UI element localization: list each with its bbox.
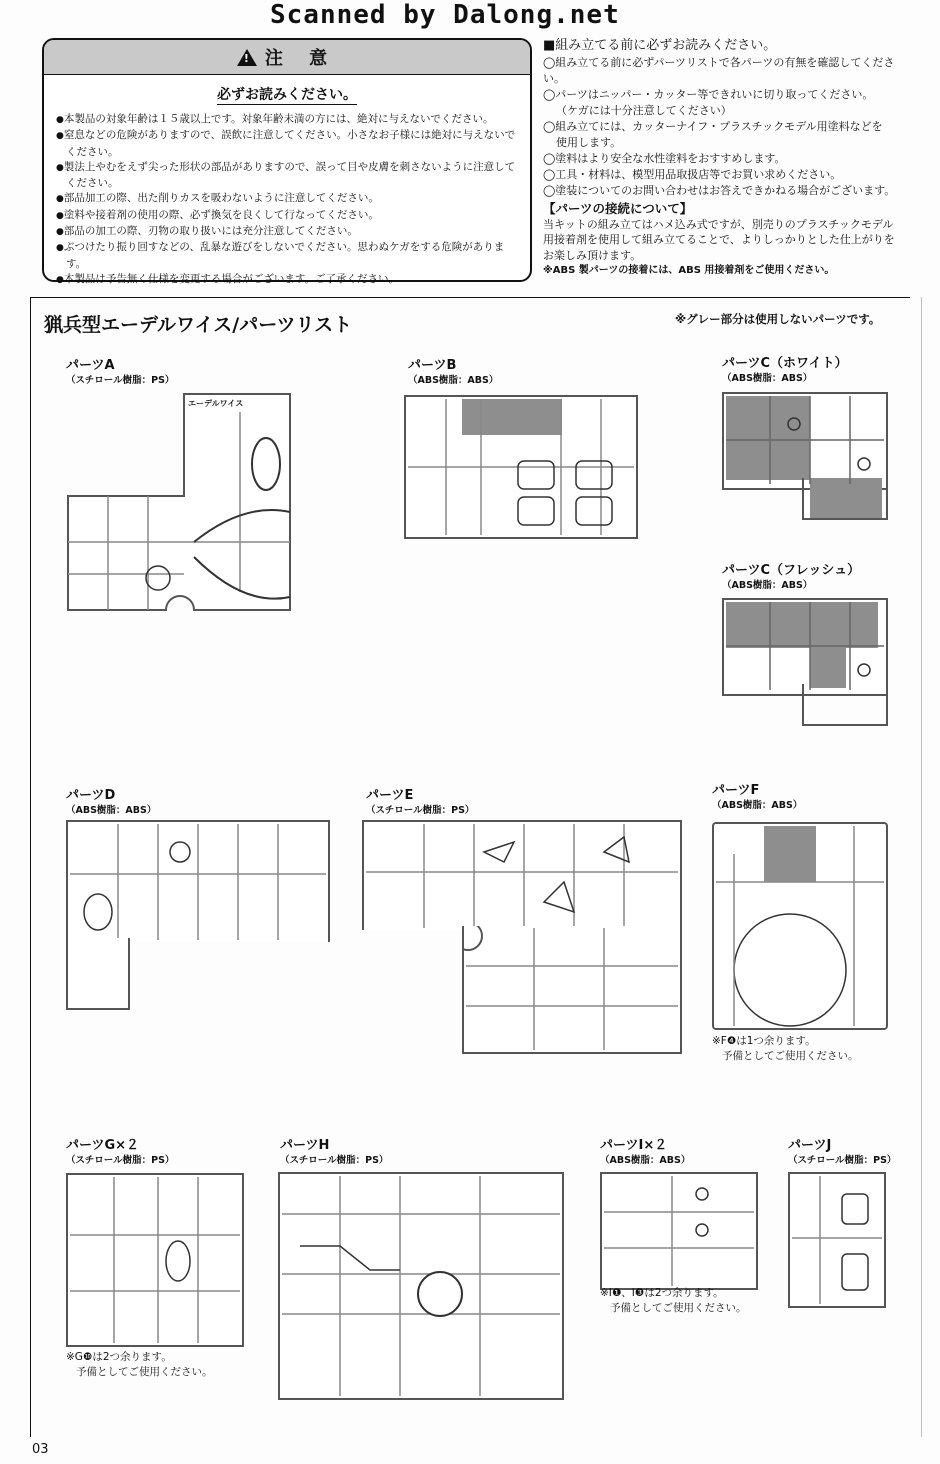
runner-j-drawing: [790, 1174, 884, 1306]
runner-a-drawing: [64, 392, 296, 614]
runner-g-label: パーツG×２ （スチロール樹脂：PS）: [66, 1138, 175, 1166]
assembly-notes: [543, 38, 913, 199]
section-divider: [30, 297, 910, 298]
runner-h-drawing: [280, 1174, 562, 1398]
note-item: ◯塗装についてのお問い合わせはお答えできかねる場合がございます。: [543, 184, 896, 197]
runner-b-label: パーツB （ABS樹脂：ABS）: [408, 358, 499, 386]
runner-j-label: パーツJ （スチロール樹脂：PS）: [788, 1138, 897, 1166]
runner-b: [404, 395, 638, 539]
caution-item: ● 製法上やむをえず尖った形状の部品がありますので、誤って目や皮膚を刺さないように注意してください。: [56, 160, 521, 192]
note-item: 使用します。: [556, 136, 622, 149]
note-item: ◯塗料はより安全な水性塗料をおすすめします。: [543, 152, 786, 165]
gray-parts-note: ※グレー部分は使用しないパーツです。: [675, 312, 881, 326]
connection-line: お楽しみ頂けます。: [543, 248, 642, 262]
runner-f-note: ※F❹は1つ余ります。 予備としてご使用ください。: [712, 1035, 859, 1062]
runner-i-drawing: [602, 1174, 756, 1288]
runner-c-flesh-label: パーツC（フレッシュ） （ABS樹脂：ABS）: [722, 563, 861, 591]
connection-line: 用接着剤を使用して組み立てることで、よりしっかりとした仕上がりを: [543, 233, 895, 246]
abs-adhesive-note: ※ABS 製パーツの接着には、ABS 用接着剤をご使用ください。: [543, 265, 835, 276]
runner-h-label: パーツH （スチロール樹脂：PS）: [280, 1138, 389, 1166]
caution-box: [42, 38, 532, 285]
right-rule: [921, 297, 922, 1437]
runner-f: [712, 822, 888, 1030]
runner-e-bottom: [462, 926, 682, 1054]
runner-d-label: パーツD （ABS樹脂：ABS）: [66, 788, 157, 816]
notes-heading: ■組み立てる前に必ずお読みください。: [543, 38, 777, 53]
runner-a-tag: エーデルワイス: [188, 399, 244, 408]
runner-b-drawing: [406, 397, 636, 537]
runner-f-label: パーツF （ABS樹脂：ABS）: [712, 783, 803, 811]
runner-i-label: パーツI×２ （ABS樹脂：ABS）: [600, 1138, 691, 1166]
runner-c-flesh: [722, 598, 888, 696]
must-read-heading: 必ずお読みください。: [217, 87, 357, 103]
watermark: Scanned by Dalong.net: [270, 0, 620, 30]
runner-g-drawing: [68, 1175, 242, 1345]
runner-g-note: ※G❿は2つ余ります。 予備としてご使用ください。: [66, 1351, 213, 1378]
connection-notes: [543, 201, 913, 279]
runner-h: [278, 1172, 564, 1400]
runner-e-label: パーツE （スチロール樹脂：PS）: [366, 788, 475, 816]
note-item: ◯工具・材料は、模型用品取扱店等でお買い求めください。: [543, 168, 842, 181]
note-item: ◯パーツはニッパー・カッター等できれいに切り取ってください。: [543, 88, 874, 101]
caution-item: ● 部品加工の際、出た削りカスを吸わないように注意してください。: [56, 191, 521, 207]
runner-c-white: [722, 392, 888, 490]
runner-e-bottom-drawing: [464, 926, 680, 1052]
caution-item: ● ぶつけたり振り回すなどの、乱暴な遊びをしないでください。思わぬケガをする危険があります。: [56, 240, 521, 272]
runner-g: [66, 1173, 244, 1347]
warning-icon: [237, 49, 257, 66]
runner-e-top-drawing: [364, 822, 680, 930]
runner-c-flesh-tab: [802, 684, 888, 726]
caution-item: ● 本製品は予告無く仕様を変更する場合がございます。ご了承ください。: [56, 272, 521, 288]
runner-i-note: ※I❶、I❸は2つ余ります。 予備としてご使用ください。: [600, 1287, 747, 1314]
runner-f-drawing: [714, 824, 886, 1028]
left-rule: [30, 297, 31, 1437]
caution-header: [44, 40, 530, 75]
caution-item: ● 部品の加工の際、刃物の取り扱いには充分注意してください。: [56, 224, 521, 240]
note-item: ◯組み立てる前に必ずパーツリストで各パーツの有無を確認してください。: [543, 56, 895, 85]
runner-a-label: パーツA （スチロール樹脂：PS）: [66, 358, 175, 386]
runner-c-white-tab: [802, 478, 888, 520]
runner-j: [788, 1172, 886, 1308]
runner-d-drawing: [68, 822, 328, 942]
caution-list: [56, 112, 521, 288]
runner-d-tab: [66, 938, 130, 1010]
runner-c-white-label: パーツC（ホワイト） （ABS樹脂：ABS）: [722, 356, 848, 384]
caution-title: 注 意: [264, 48, 338, 69]
page-title: 猟兵型エーデルワイス/パーツリスト: [44, 314, 353, 336]
runner-e-top: [362, 820, 682, 930]
connection-heading: 【パーツの接続について】: [543, 201, 693, 216]
connection-line: 当キットの組み立てはハメ込み式ですが、別売りのプラスチックモデル: [543, 217, 894, 231]
caution-item: ● 塗料や接着剤の使用の際、必ず換気を良くして行なってください。: [56, 208, 521, 224]
runner-i: [600, 1172, 758, 1290]
caution-item: ● 窒息などの危険がありますので、誤飲に注意してください。小さなお子様には絶対に与えないでください。: [56, 128, 521, 160]
runner-d: [66, 820, 330, 942]
note-item: ◯組み立てには、カッターナイフ・プラスチックモデル用塗料などを: [543, 120, 883, 133]
runner-a: [64, 392, 296, 614]
note-item: （ケガには十分注意してください）: [556, 104, 732, 117]
caution-item: ● 本製品の対象年齢は１５歳以上です。対象年齢未満の方には、絶対に与えないでください。: [56, 112, 521, 128]
page-number: 03: [32, 1442, 49, 1457]
